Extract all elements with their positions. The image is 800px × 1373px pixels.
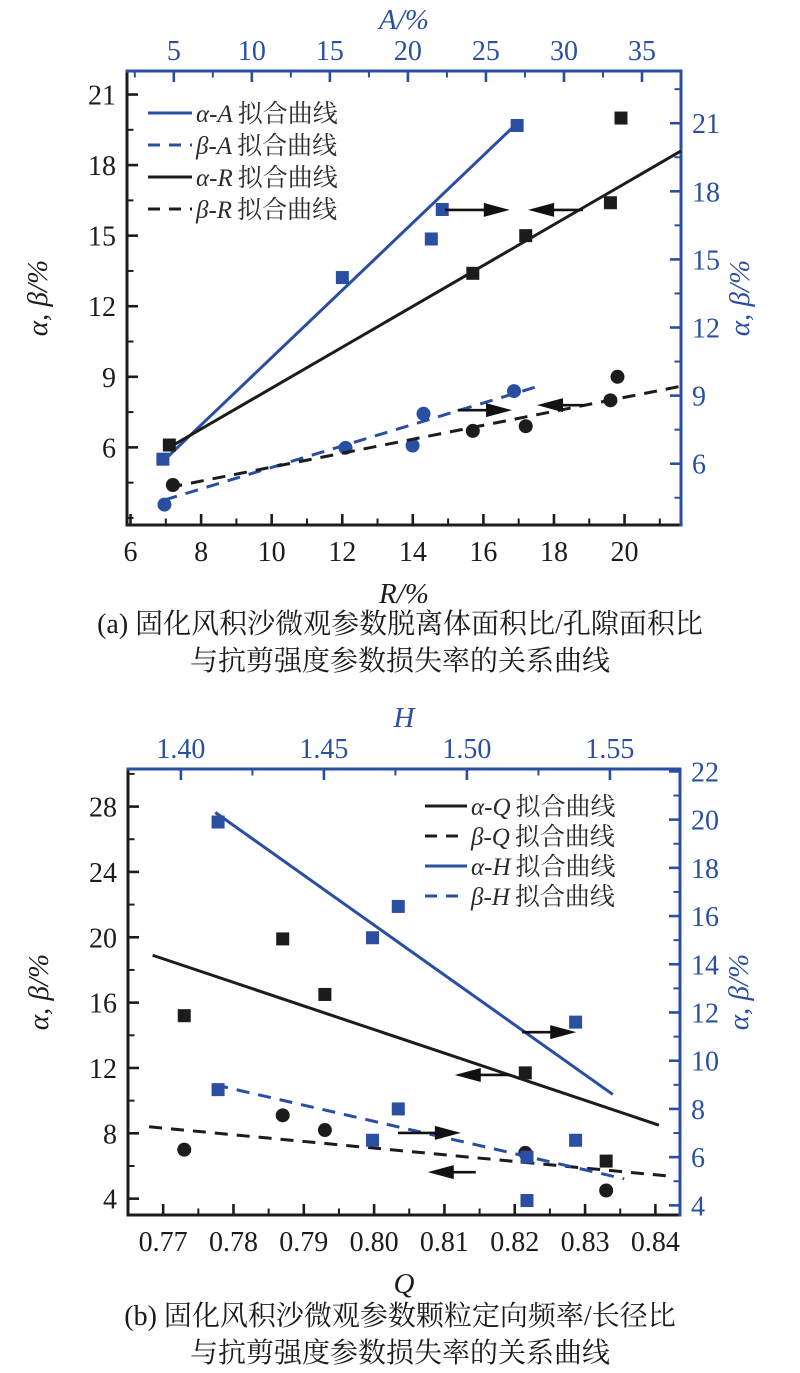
- data-point: [212, 816, 225, 829]
- axis-left: [88, 81, 138, 518]
- tick-label: 6: [692, 449, 706, 481]
- tick-label: 0.81: [419, 1227, 469, 1258]
- data-point: [615, 112, 628, 125]
- axis-top: [156, 734, 634, 780]
- series-1: [157, 384, 537, 512]
- fit-line: [153, 955, 659, 1125]
- tick-label: 12: [691, 998, 719, 1030]
- tick-label: 16: [89, 988, 117, 1020]
- data-point: [519, 419, 533, 433]
- data-point: [511, 119, 524, 132]
- tick-label: 35: [627, 36, 656, 67]
- legend-label: α-H 拟合曲线: [471, 854, 616, 881]
- tick-label: 1.50: [442, 734, 492, 765]
- data-point: [276, 932, 289, 945]
- data-point: [366, 1134, 379, 1147]
- tick-label: 30: [549, 36, 578, 67]
- chart-panel-b: [0, 690, 800, 1298]
- tick-label: 14: [691, 950, 719, 982]
- caption-b-line2: 与抗剪强度参数损失率的关系曲线: [189, 1338, 610, 1369]
- data-point: [519, 1066, 532, 1079]
- tick-label: 21: [692, 109, 720, 141]
- arrow-head: [486, 403, 512, 417]
- arrow-head: [435, 1126, 461, 1140]
- legend-label: β-A 拟合曲线: [196, 133, 338, 160]
- tick-label: 6: [102, 433, 116, 465]
- legend: [425, 793, 616, 911]
- arrow-head: [428, 1165, 454, 1179]
- data-point: [569, 1134, 582, 1147]
- tick-label: 24: [89, 857, 117, 889]
- caption-b-line1: (b) 固化风积沙微观参数颗粒定向频率/长径比: [124, 1301, 676, 1332]
- tick-label: 20: [691, 805, 719, 837]
- caption-a-line1: (a) 固化风积沙微观参数脱离体面积比/孔隙面积比: [97, 609, 703, 640]
- axis-bottom: [128, 1204, 680, 1258]
- tick-label: 18: [539, 537, 568, 568]
- tick-label: 4: [103, 1184, 117, 1216]
- axis-left: [89, 774, 139, 1216]
- series-3: [212, 1083, 625, 1207]
- data-point: [392, 900, 405, 913]
- data-point: [318, 988, 331, 1001]
- tick-label: 25: [471, 36, 500, 67]
- legend: [148, 100, 338, 224]
- data-point: [212, 1083, 225, 1096]
- tick-label: 0.80: [349, 1227, 399, 1258]
- data-point: [417, 407, 431, 421]
- tick-label: 16: [469, 537, 498, 568]
- data-point: [156, 453, 169, 466]
- arrow-head: [537, 398, 563, 412]
- data-point: [392, 1102, 405, 1115]
- y-axis-title-right: α, β/%: [723, 953, 755, 1031]
- legend-label: α-R 拟合曲线: [196, 165, 338, 192]
- series-1: [149, 1108, 666, 1197]
- tick-label: 8: [103, 1119, 117, 1151]
- caption-a-line2: 与抗剪强度参数损失率的关系曲线: [189, 646, 610, 677]
- axis-top: [135, 36, 681, 82]
- tick-label: 9: [692, 381, 706, 413]
- tick-label: 15: [692, 245, 720, 277]
- tick-label: 0.78: [208, 1227, 258, 1258]
- axis-bottom: [124, 514, 660, 568]
- axis-right: [670, 89, 720, 498]
- data-point: [157, 498, 171, 512]
- data-point: [600, 1155, 613, 1168]
- data-point: [163, 439, 176, 452]
- tick-label: 10: [691, 1046, 719, 1078]
- arrow-head: [484, 203, 510, 217]
- tick-label: 14: [398, 537, 427, 568]
- data-point: [603, 393, 617, 407]
- tick-label: 28: [89, 792, 117, 824]
- data-point: [519, 229, 532, 242]
- tick-label: 1.55: [585, 734, 635, 765]
- tick-label: 12: [88, 292, 116, 324]
- data-point: [276, 1108, 290, 1122]
- tick-label: 22: [691, 757, 719, 789]
- arrow-head: [455, 1068, 481, 1082]
- tick-label: 0.84: [630, 1227, 680, 1258]
- data-point: [569, 1016, 582, 1029]
- fit-line: [164, 387, 537, 501]
- data-point: [520, 1194, 533, 1207]
- tick-label: 16: [691, 902, 719, 934]
- y-axis-title-right: α, β/%: [724, 259, 756, 337]
- y-axis-title-left: α, β/%: [22, 259, 54, 337]
- tick-label: 0.82: [490, 1227, 540, 1258]
- tick-label: 12: [328, 537, 357, 568]
- caption-a: [0, 606, 800, 680]
- tick-label: 10: [237, 36, 266, 67]
- data-point: [604, 196, 617, 209]
- tick-label: 6: [691, 1143, 705, 1175]
- caption-b: [0, 1298, 800, 1372]
- legend-label: α-Q 拟合曲线: [471, 794, 616, 821]
- y-axis-title-left: α, β/%: [23, 953, 55, 1031]
- data-point: [366, 931, 379, 944]
- tick-label: 1.40: [156, 734, 206, 765]
- tick-label: 9: [102, 362, 116, 394]
- data-point: [166, 478, 180, 492]
- tick-label: 0.83: [560, 1227, 610, 1258]
- legend-label: β-R 拟合曲线: [196, 197, 338, 224]
- tick-label: 21: [88, 80, 116, 112]
- x-axis-title-top: A/%: [379, 4, 429, 36]
- data-point: [610, 370, 624, 384]
- data-point: [466, 267, 479, 280]
- data-point: [507, 384, 521, 398]
- legend-label: β-Q 拟合曲线: [471, 824, 615, 851]
- axis-right: [669, 757, 719, 1222]
- tick-label: 20: [89, 923, 117, 955]
- arrow-head: [528, 203, 554, 217]
- tick-label: 8: [691, 1094, 705, 1126]
- legend-label: β-H 拟合曲线: [471, 884, 615, 911]
- tick-label: 0.79: [279, 1227, 329, 1258]
- tick-label: 12: [692, 313, 720, 345]
- data-point: [318, 1123, 332, 1137]
- chart-panel-a: [0, 0, 800, 612]
- data-point: [178, 1009, 191, 1022]
- tick-label: 18: [88, 151, 116, 183]
- data-point: [599, 1183, 613, 1197]
- x-axis-title-bottom: R/%: [379, 578, 429, 610]
- tick-label: 8: [194, 537, 209, 568]
- tick-label: 18: [692, 177, 720, 209]
- tick-label: 18: [691, 853, 719, 885]
- tick-label: 0.77: [138, 1227, 188, 1258]
- tick-label: 12: [89, 1053, 117, 1085]
- tick-label: 6: [123, 537, 138, 568]
- tick-label: 20: [393, 36, 422, 67]
- tick-label: 1.45: [299, 734, 349, 765]
- tick-label: 20: [610, 537, 639, 568]
- tick-label: 4: [691, 1191, 705, 1223]
- tick-label: 10: [257, 537, 286, 568]
- data-point: [520, 1151, 533, 1164]
- series-3: [166, 370, 681, 492]
- data-point: [425, 232, 438, 245]
- x-axis-title-top: H: [393, 702, 415, 734]
- data-point: [336, 271, 349, 284]
- x-axis-title-bottom: Q: [393, 1268, 415, 1298]
- tick-label: 15: [88, 221, 116, 253]
- data-point: [466, 424, 480, 438]
- tick-label: 5: [166, 36, 181, 67]
- legend-label: α-A 拟合曲线: [196, 101, 338, 128]
- data-point: [177, 1143, 191, 1157]
- tick-label: 15: [315, 36, 344, 67]
